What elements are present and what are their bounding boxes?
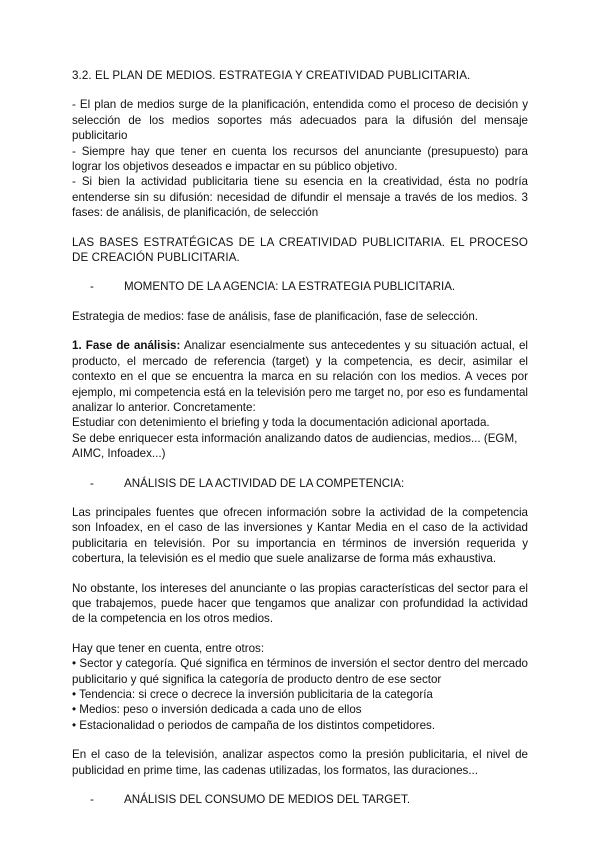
list-item: • Tendencia: si crece o decrece la inversión publicitaria de la categoría — [72, 688, 433, 701]
tv-paragraph: En el caso de la televisión, analizar aspectos como la presión publicitaria, el nivel de publicidad en prime time, las cadenas utilizadas, los formatos, las duraciones... — [72, 748, 528, 777]
dash-heading-text: MOMENTO DE LA AGENCIA: LA ESTRATEGIA PUBLICITARIA. — [124, 280, 456, 294]
strategy-line: Estrategia de medios: fase de análisis, fase de planificación, fase de selección. — [72, 309, 479, 323]
intro-line: - Siempre hay que tener en cuenta los recursos del anunciante (presupuesto) para lograr los objetivos deseados e impactar en su público objetivo. — [72, 144, 528, 174]
competencia-paragraph: Las principales fuentes que ofrecen información sobre la actividad de la competencia son Infoadex, en el caso de las inversiones y Kantar Media en el caso de la actividad publicitaria en televisión. Por su importancia en términos de inversión requerida y cobertura, la televisión es el medio que suele analizarse de forma más exhaustiva. — [72, 505, 528, 566]
intro-line: - Si bien la actividad publicitaria tiene su esencia en la creatividad, ésta no podría entenderse sin su difusión: necesidad de difundir el mensaje a través de los medios. 3 fases: de análisis, de planificación, de selección — [72, 175, 528, 220]
intro-block — [72, 97, 528, 220]
dash-heading-text: ANÁLISIS DE LA ACTIVIDAD DE LA COMPETENCIA: — [124, 476, 405, 490]
intro-line: - El plan de medios surge de la planificación, entendida como el proceso de decisión y selección de los medios soportes más adecuados para la difusión del mensaje publicitario — [72, 98, 528, 143]
document-page — [72, 68, 528, 821]
considerations-list — [72, 641, 528, 733]
phase-analysis-label: 1. Fase de análisis: — [72, 339, 181, 353]
section-title: 3.2. EL PLAN DE MEDIOS. ESTRATEGIA Y CREATIVIDAD PUBLICITARIA. — [72, 69, 471, 82]
dash-heading-consumo — [72, 792, 528, 807]
dash-marker: - — [90, 476, 94, 490]
phase-analysis-line: Se debe enriquecer esta información analizando datos de audiencias, medios... (EGM, AIMC, Infoadex...) — [72, 431, 518, 461]
dash-marker: - — [90, 793, 94, 807]
phase-analysis-paragraph — [72, 338, 528, 415]
list-item: • Medios: peso o inversión dedicada a cada uno de ellos — [72, 703, 362, 717]
dash-marker: - — [90, 280, 94, 294]
competencia-paragraph: No obstante, los intereses del anunciante o las propias características del sector para el que trabajemos, puede hacer que tengamos que analizar con profundidad la actividad de la competencia en los otros medios. — [72, 581, 528, 626]
phase-analysis-block — [72, 338, 528, 461]
bases-heading: LAS BASES ESTRATÉGICAS DE LA CREATIVIDAD PUBLICITARIA. EL PROCESO DE CREACIÓN PUBLICITARIA. — [72, 235, 528, 265]
phase-analysis-line: Estudiar con detenimiento el briefing y toda la documentación adicional aportada. — [72, 416, 490, 430]
list-item: • Estacionalidad o periodos de campaña de los distintos competidores. — [72, 718, 436, 732]
dash-heading-agency — [72, 279, 528, 294]
phase-analysis-text: Analizar esencialmente sus antecedentes y su situación actual, el producto, el mercado de referencia (target) y la competencia, es decir, asimilar el contexto en el que se encuentra la marca en su relación con los medios. A veces por ejemplo, mi competencia está en la televisión pero me target no, por eso es fundamental analizar lo anterior. Concretamente: — [72, 339, 529, 414]
list-item: • Sector y categoría. Qué significa en términos de inversión el sector dentro del mercado publicitario y qué significa la categoría de producto dentro de ese sector — [72, 657, 528, 686]
dash-heading-competencia — [72, 476, 528, 491]
list-intro: Hay que tener en cuenta, entre otros: — [72, 641, 265, 655]
dash-heading-text: ANÁLISIS DEL CONSUMO DE MEDIOS DEL TARGET. — [124, 793, 411, 807]
